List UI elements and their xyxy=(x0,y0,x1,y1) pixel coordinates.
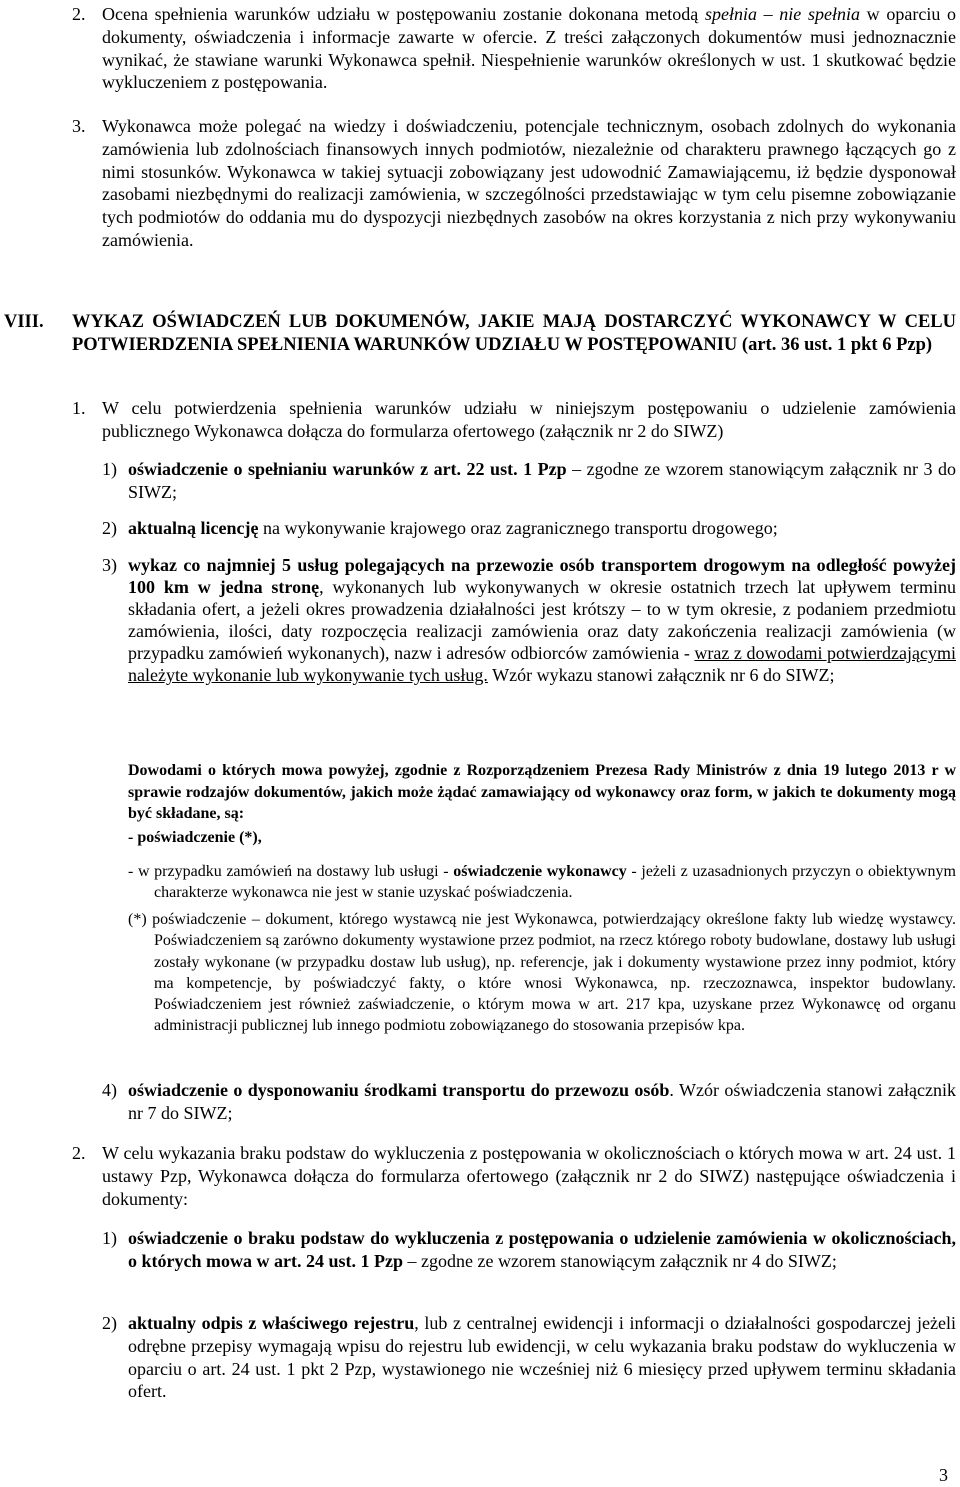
paragraph-2-method: spełnia – nie spełnia xyxy=(704,4,860,24)
item-1-3-bold: wykaz co najmniej 5 usług polegających na przewozie osób transportem drogowym na odległość powyżej 100 km w jedna stronę xyxy=(128,555,956,597)
item-1-4-number: 4) xyxy=(102,1080,117,1100)
evidence-intro: Dowodami o których mowa powyżej, zgodnie z Rozporządzeniem Prezesa Rady Ministrów z dnia 19 lutego 2013 r w sprawie rodzajów dokumentów, jakich może żądać zamawiający od wykonawcy oraz form, w jakich te dokumenty mogą być składane, są: xyxy=(128,762,956,822)
item-1-1-number: 1) xyxy=(102,459,117,479)
evidence-item-2 xyxy=(128,861,956,903)
item-1-1 xyxy=(128,458,956,504)
item-1-4-text: . Wzór oświadczenia stanowi załącznik nr 7 do SIWZ; xyxy=(128,1080,956,1123)
evidence-item-2-rest: - jeżeli z uzasadnionych przyczyn o obiektywnym charakterze wykonawca nie jest w stanie uzyskać poświadczenia. xyxy=(154,863,957,901)
item-2-2-bold: aktualny odpis z właściwego rejestru xyxy=(128,1313,415,1333)
paragraph-2 xyxy=(102,3,956,94)
item-1-1-bold: oświadczenie o spełnianiu warunków z art. 22 ust. 1 Pzp xyxy=(128,459,567,479)
section-title: WYKAZ OŚWIADCZEŃ LUB DOKUMENÓW, JAKIE MAJĄ DOSTARCZYĆ WYKONAWCY W CELU POTWIERDZENIA SPEŁNIENIA WARUNKÓW UDZIAŁU W POSTĘPOWANIU (art. 36 ust. 1 pkt 6 Pzp) xyxy=(72,312,956,355)
item-1-3-number: 3) xyxy=(102,555,117,575)
paragraph-2-text-a: Ocena spełnienia warunków udziału w postępowaniu zostanie dokonana metodą xyxy=(102,4,705,24)
item-2-2-text: , lub z centralnej ewidencji i informacji o działalności gospodarczej jeżeli odrębne przepisy wymagają wpisu do rejestru lub ewidencji, w celu wykazania braku podstaw do wykluczenia w oparciu o art. 24 ust. 1 pkt 2 Pzp, wystawionego nie wcześniej niż 6 miesięcy przed upływem terminu składania ofert. xyxy=(128,1313,956,1402)
item-2-2 xyxy=(128,1312,956,1403)
item-1-1-text: – zgodne ze wzorem stanowiącym załącznik nr 3 do SIWZ; xyxy=(128,459,956,502)
section-numeral: VIII. xyxy=(4,312,44,332)
item-1-2-bold: aktualną licencję xyxy=(128,518,259,538)
item-2-text: W celu wykazania braku podstaw do wykluczenia z postępowania w okolicznościach o których mowa w art. 24 ust. 1 ustawy Pzp, Wykonawca dołącza do formularza ofertowego (załącznik nr 2 do SIWZ) następujące oświadczenia i dokumenty: xyxy=(102,1143,956,1209)
paragraph-3-number: 3. xyxy=(72,116,86,136)
item-2-1-bold: oświadczenie o braku podstaw do wykluczenia z postępowania o udzielenie zamówienia w okolicznościach, o których mowa w art. 24 ust. 1 Pzp xyxy=(128,1228,956,1271)
item-1-3-underlined: wraz z dowodami potwierdzającymi należyte wykonanie lub wykonywanie tych usług. xyxy=(128,643,956,685)
evidence-item-2-bold: oświadczenie wykonawcy xyxy=(453,863,627,880)
item-1-4-bold: oświadczenie o dysponowaniu środkami transportu do przewozu osób xyxy=(128,1080,670,1100)
item-1-3-text-b: Wzór wykazu stanowi załącznik nr 6 do SIWZ; xyxy=(487,665,835,685)
evidence-footnote: (*) poświadczenie – dokument, którego wystawcą nie jest Wykonawca, potwierdzający określone fakty lub wiedzę wystawcy. Poświadczeniem są zarówno dokumenty wystawione przez podmiot, na rzecz którego roboty budowlane, dostawy lub usługi zostały wykonane (w przypadku dostaw lub usług), np. referencje, jak i dokumenty wystawione przez inny podmiot, który ma kompetencje, by poświadczyć fakty, o które wnosi Wykonawca, np. rzeczoznawca, inspektor budowlany. Poświadczeniem jest również zaświadczenie, o którym mowa w art. 217 kpa, uzyskane przez Wykonawcę od organu administracji publicznej lub innego podmiotu zobowiązanego do stosowania przepisów kpa. xyxy=(128,911,956,1035)
item-1-3-text-a: , wykonanych lub wykonywanych w okresie ostatnich trzech lat upływem terminu składania ofert, a jeżeli okres prowadzenia działalności jest krótszy – to w tym okresie, z podaniem przedmiotu zamówienia, ilości, daty rozpoczęcia realizacji zamówienia oraz daty zakończenia realizacji zamówienia (w przypadku zamówień wykonanych), nazw i adresów odbiorców zamówienia - xyxy=(128,577,956,663)
item-1-number: 1. xyxy=(72,398,86,418)
item-2-1 xyxy=(128,1227,956,1273)
item-2-1-text: – zgodne ze wzorem stanowiącym załącznik nr 4 do SIWZ; xyxy=(402,1250,837,1271)
paragraph-2-text-b: w oparciu o dokumenty, oświadczenia i informacje zawarte w ofercie. Z treści załączonych dokumentów musi jednoznacznie wynikać, że stawiane warunki Wykonawca spełnił. Niespełnienie warunków określonych w ust. 1 skutkować będzie wykluczeniem z postępowania. xyxy=(102,4,956,93)
item-1-4 xyxy=(128,1079,956,1125)
item-1-2-number: 2) xyxy=(102,518,117,538)
paragraph-3: Wykonawca może polegać na wiedzy i doświadczeniu, potencjale technicznym, osobach zdolnych do wykonania zamówienia lub zdolnościach finansowych innych podmiotów, niezależnie od charakteru prawnego łączących go z nimi stosunków. Wykonawca w takiej sytuacji zobowiązany jest udowodnić Zamawiającemu, iż będzie dysponował zasobami niezbędnymi do realizacji zamówienia, w szczególności przedstawiając w tym celu pisemne zobowiązanie tych podmiotów do oddania mu do dyspozycji niezbędnych zasobów na okres korzystania z nich przy wykonywaniu zamówienia. xyxy=(102,116,956,250)
item-1-text: W celu potwierdzenia spełnienia warunków udziału w niniejszym postępowaniu o udzielenie zamówienia publicznego Wykonawca dołącza do formularza ofertowego (załącznik nr 2 do SIWZ) xyxy=(102,398,956,441)
item-2-2-number: 2) xyxy=(102,1313,117,1333)
evidence-item-2-prefix: - w przypadku zamówień na dostawy lub usługi - xyxy=(128,863,454,880)
paragraph-2-number: 2. xyxy=(72,4,86,24)
page-number: 3 xyxy=(939,1465,948,1485)
item-1-2 xyxy=(128,517,956,540)
item-2-number: 2. xyxy=(72,1143,86,1163)
evidence-item-1: - poświadczenie (*), xyxy=(128,829,262,846)
item-1-2-text: na wykonywanie krajowego oraz zagranicznego transportu drogowego; xyxy=(258,518,778,538)
item-2-1-number: 1) xyxy=(102,1228,117,1248)
item-1-3 xyxy=(128,554,956,686)
